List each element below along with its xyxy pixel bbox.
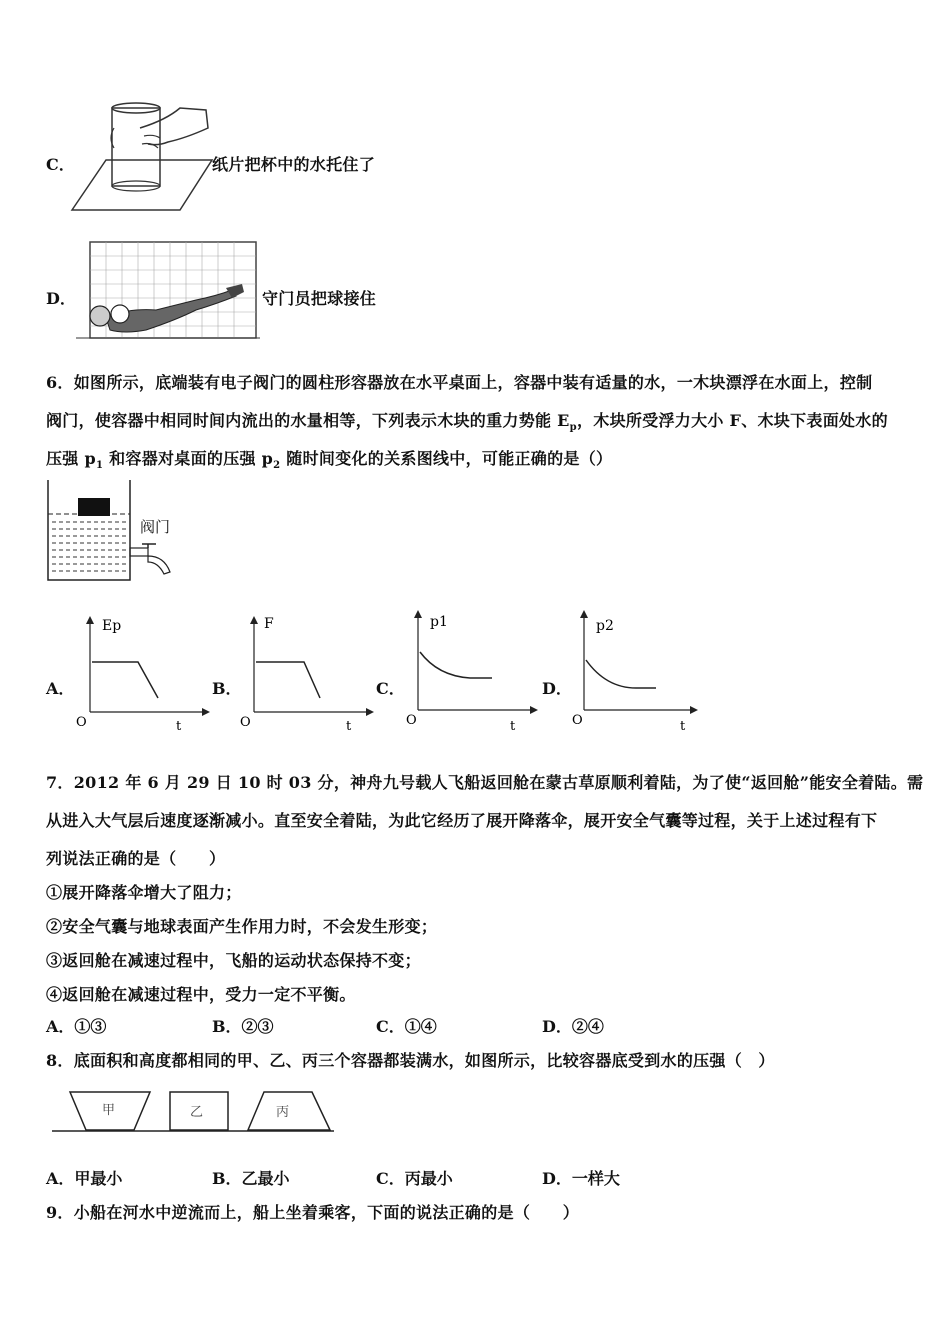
q8-option-c: C．丙最小 xyxy=(376,1169,453,1188)
q6-graph-a-xlabel: t xyxy=(176,719,182,734)
q8-option-d: D．一样大 xyxy=(542,1169,620,1188)
q9-line-1: 9．小船在河水中逆流而上，船上坐着乘客，下面的说法正确的是（ ） xyxy=(46,1203,580,1222)
q7-statement-1: ①展开降落伞增大了阻力； xyxy=(46,883,242,902)
q5-option-c-text: 纸片把杯中的水托住了 xyxy=(212,155,376,174)
q8-containers-diagram xyxy=(50,1086,340,1136)
q7-line-1: 7．2012 年 6 月 29 日 10 时 03 分，神舟九号载人飞船返回舱在蒙古草原顺利着陆，为了使“返回舱”能安全着陆。需 xyxy=(46,773,924,792)
q6-graph-b-curve xyxy=(256,662,320,698)
q6-graph-a-curve xyxy=(92,662,158,698)
q6-graph-b-letter: B． xyxy=(212,679,242,698)
q5-option-d-text: 守门员把球接住 xyxy=(262,289,377,308)
q6-graph-b-ylabel: F xyxy=(264,616,274,632)
q7-line-3: 列说法正确的是（ ） xyxy=(46,849,226,868)
q6-graph-d-ylabel: p2 xyxy=(596,618,614,634)
q5-option-d-letter: D． xyxy=(46,289,76,308)
q6-graph-b xyxy=(234,612,374,736)
q6-graph-d xyxy=(564,606,704,734)
q6-graph-d-curve xyxy=(586,660,656,688)
q6-graph-b-origin: O xyxy=(240,715,251,730)
q6-graph-d-origin: O xyxy=(572,713,583,728)
q6-graph-d-letter: D． xyxy=(542,679,572,698)
q6-graph-c-origin: O xyxy=(406,713,417,728)
q8-option-a: A．甲最小 xyxy=(46,1169,123,1188)
q6-graph-a xyxy=(70,612,210,736)
q7-option-d: D．②④ xyxy=(542,1017,604,1036)
q7-option-b: B．②③ xyxy=(212,1017,274,1036)
container-jia-label: 甲 xyxy=(102,1103,116,1118)
valve-label: 阀门 xyxy=(140,518,171,536)
q6-line-2: 阀门，使容器中相同时间内流出的水量相等，下列表示木块的重力势能 $E_p$，木块所受浮力大小 F、木块下表面处水的 xyxy=(46,411,888,434)
q7-statement-3: ③返回舱在减速过程中，飞船的运动状态保持不变； xyxy=(46,951,421,970)
q6-graph-a-letter: A． xyxy=(46,679,75,698)
q7-statement-2: ②安全气囊与地球表面产生作用力时，不会发生形变； xyxy=(46,917,438,936)
q6-graph-a-ylabel: Ep xyxy=(102,618,122,634)
q7-option-a: A．①③ xyxy=(46,1017,107,1036)
q8-line-1: 8．底面积和高度都相同的甲、乙、丙三个容器都装满水，如图所示，比较容器底受到水的压强（ ） xyxy=(46,1051,775,1070)
q6-line-3: 压强 $p_1$ 和容器对桌面的压强 $p_2$ 随时间变化的关系图线中，可能正确的是（） xyxy=(46,449,613,472)
q6-graph-c-curve xyxy=(420,652,492,678)
q6-graph-c-letter: C． xyxy=(376,679,405,698)
q6-graph-b-xlabel: t xyxy=(346,719,352,734)
goalkeeper-illustration xyxy=(76,238,260,346)
container-yi-label: 乙 xyxy=(190,1105,204,1120)
q5-option-c-letter: C． xyxy=(46,155,75,174)
q7-option-c: C．①④ xyxy=(376,1017,437,1036)
q6-graph-c-ylabel: p1 xyxy=(430,614,448,630)
container-bing-label: 丙 xyxy=(276,1105,290,1120)
q7-line-2: 从进入大气层后速度逐渐减小。直至安全着陆，为此它经历了展开降落伞，展开安全气囊等过程，关于上述过程有下 xyxy=(46,811,878,830)
q7-statement-4: ④返回舱在减速过程中，受力一定不平衡。 xyxy=(46,985,356,1004)
q6-graph-c xyxy=(398,606,538,734)
q6-graph-a-origin: O xyxy=(76,715,87,730)
q8-option-b: B．乙最小 xyxy=(212,1169,290,1188)
q6-line-1: 6．如图所示，底端装有电子阀门的圆柱形容器放在水平桌面上，容器中装有适量的水，一木块漂浮在水面上，控制 xyxy=(46,373,873,392)
cup-card-illustration xyxy=(68,98,218,218)
q6-graph-c-xlabel: t xyxy=(510,719,516,734)
q6-graph-d-xlabel: t xyxy=(680,719,686,734)
